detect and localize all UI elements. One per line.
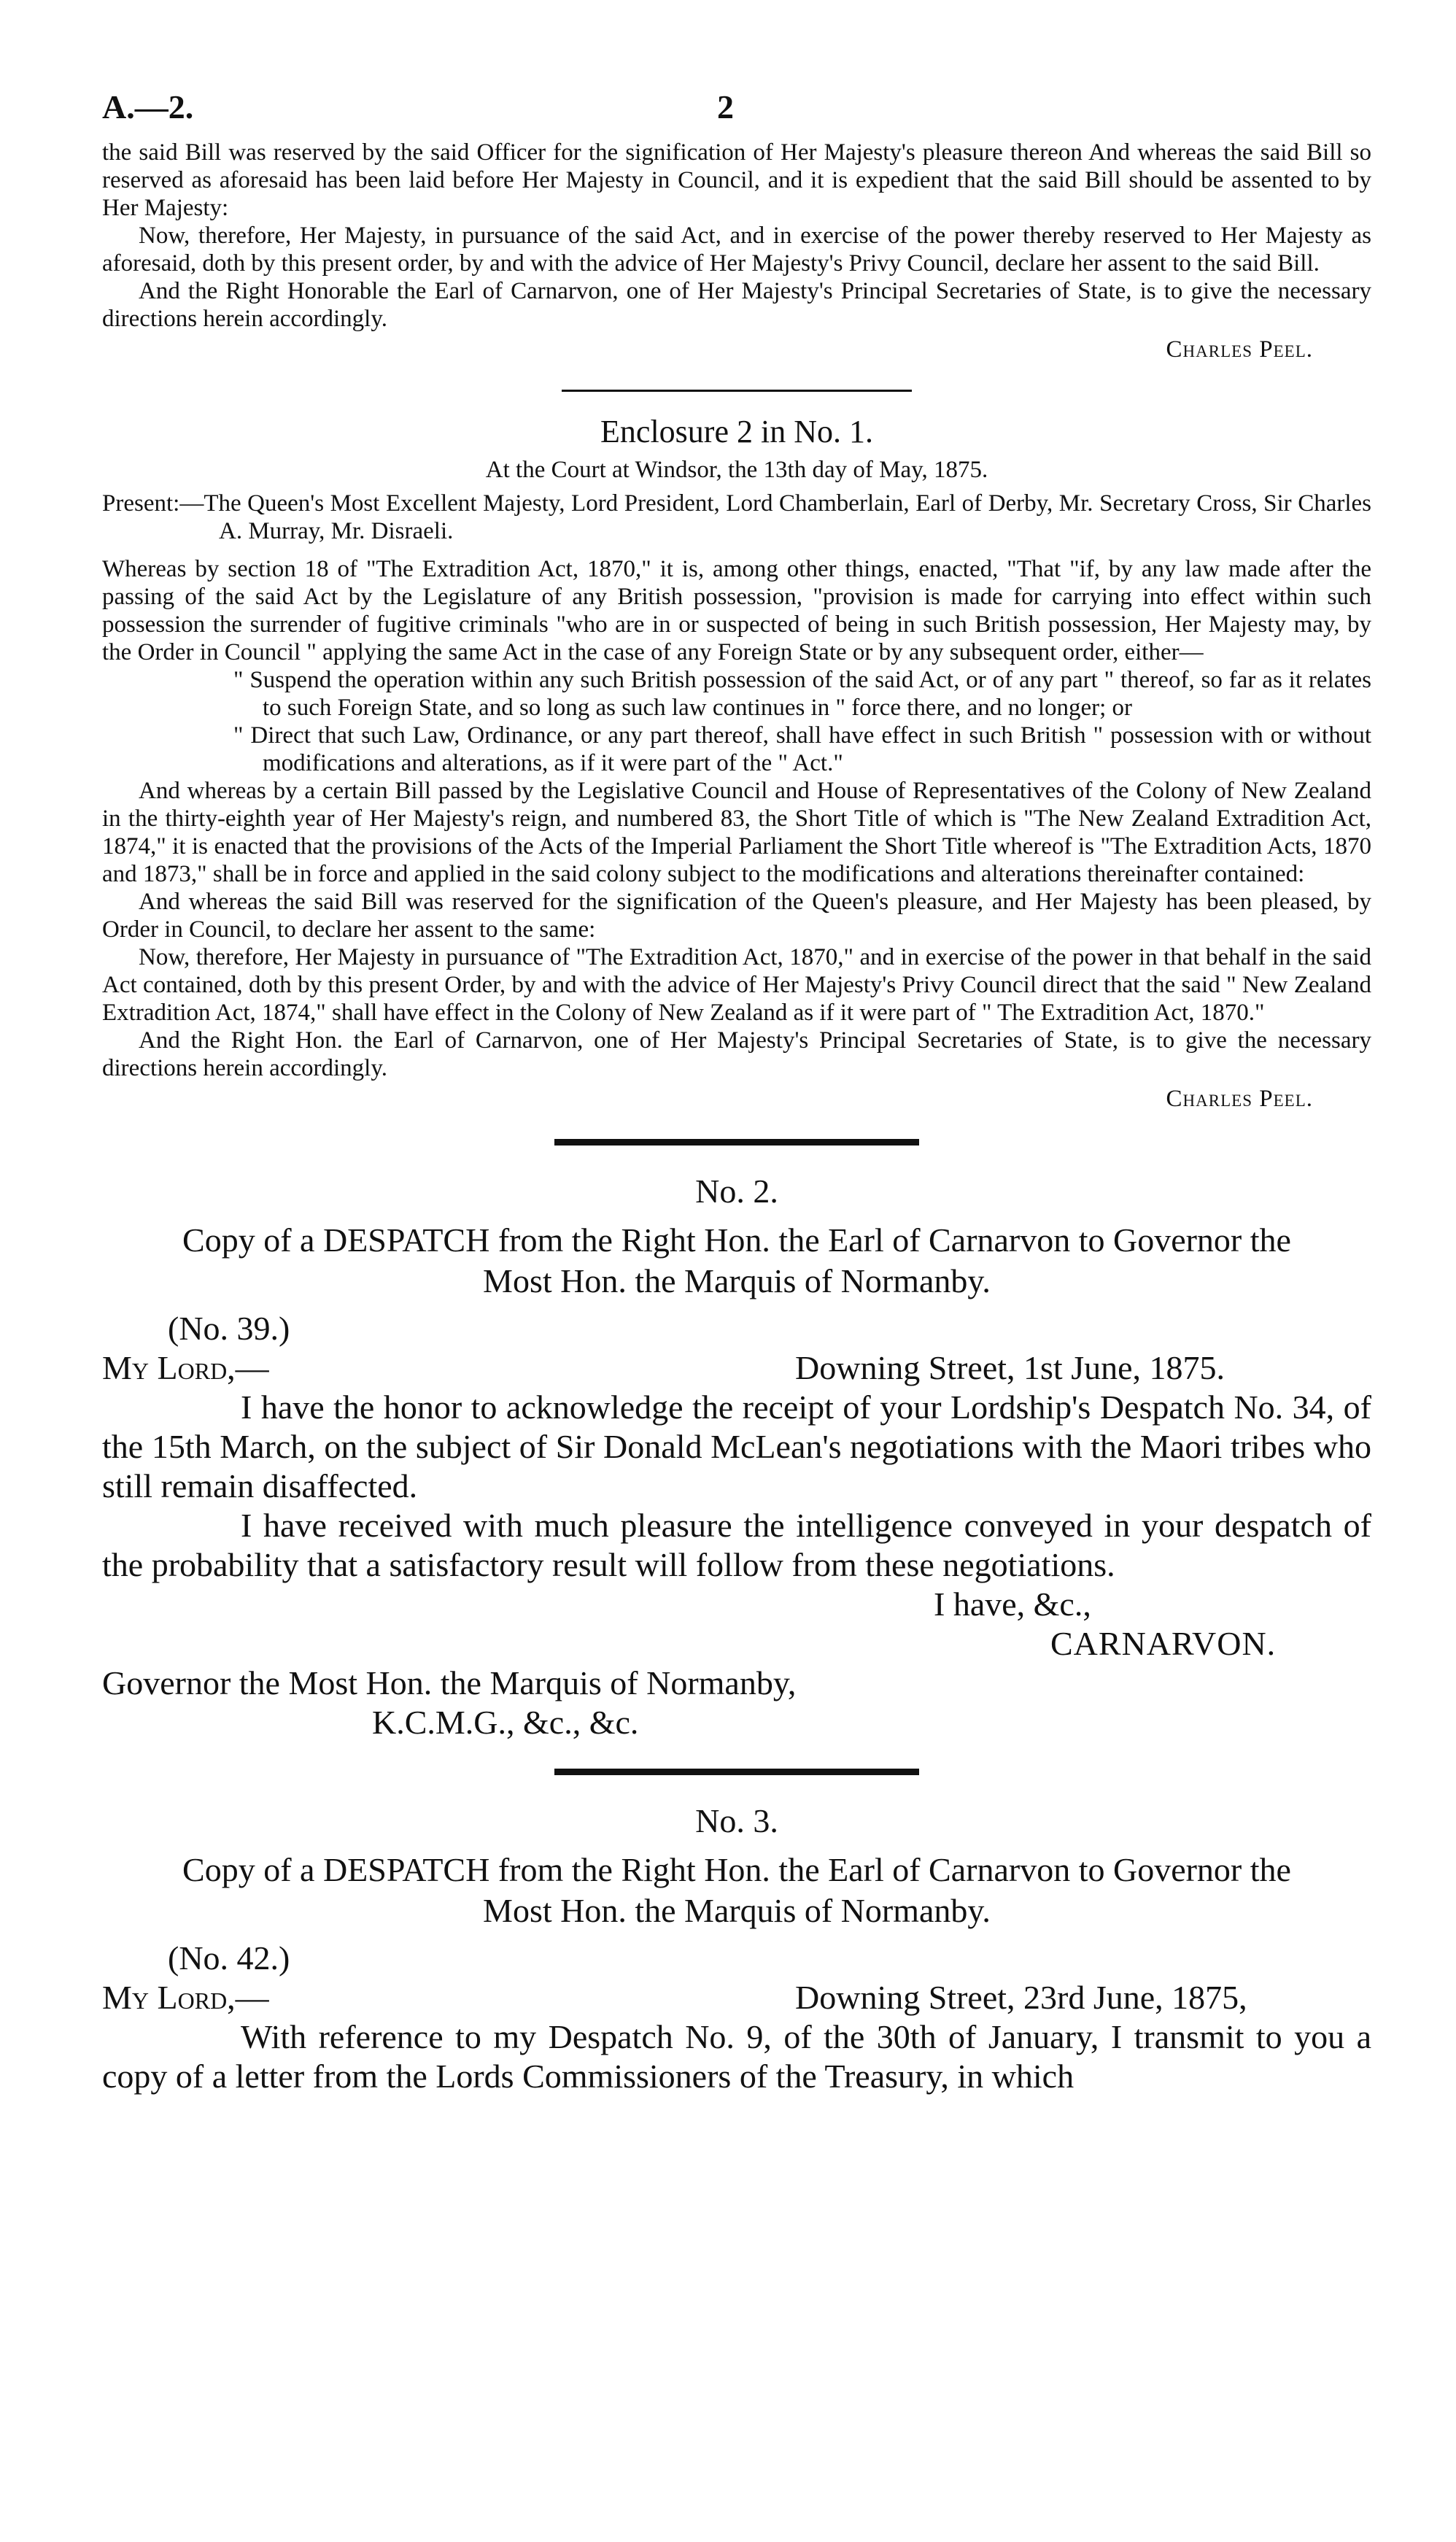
paragraph: Now, therefore, Her Majesty, in pursuance of the said Act, and in exercise of the power thereby reserved to Her Majesty as aforesaid, doth by this present order, by and with the advice of Her Majesty's Privy Council, declare her assent to the said Bill. bbox=[102, 223, 1371, 277]
paragraph: I have the honor to acknowledge the receipt of your Lordship's Despatch No. 34, of the 15th March, on the subject of Sir Donald McLean's negotiations with the Maori tribes who still remain disaffected. bbox=[102, 1388, 1371, 1504]
despatch-heading: Copy of a DESPATCH from the Right Hon. the Earl of Carnarvon to Governor the Most Hon. the Marquis of Normanby. bbox=[182, 1221, 1291, 1299]
signature: Charles Peel. bbox=[1166, 336, 1313, 363]
paragraph: the said Bill was reserved by the said Officer for the signification of Her Majesty's pleasure thereon And whereas the said Bill so reserved as aforesaid has been laid before Her Majesty in Council, and it is expedient that the said Bill should be assented to by Her Majesty: bbox=[102, 139, 1371, 221]
despatch-reference: (No. 39.) bbox=[168, 1310, 290, 1347]
quoted-clause: " Direct that such Law, Ordinance, or any part thereof, shall have effect in such British " possession with or without modifications and alterations, as if it were part of the " Act." bbox=[233, 722, 1371, 776]
addressee: Governor the Most Hon. the Marquis of Normanby, bbox=[102, 1664, 797, 1701]
page-header bbox=[102, 88, 1371, 139]
enclosure-1-continuation bbox=[102, 139, 1371, 363]
paragraph: And the Right Hon. the Earl of Carnarvon, one of Her Majesty's Principal Secretaries of State, is to give the necessary directions herein accordingly. bbox=[102, 1027, 1371, 1081]
closing: I have, &c., bbox=[934, 1585, 1091, 1623]
paragraph: And the Right Honorable the Earl of Carnarvon, one of Her Majesty's Principal Secretaries of State, is to give the necessary directions herein accordingly. bbox=[102, 278, 1371, 332]
court-line: At the Court at Windsor, the 13th day of May, 1875. bbox=[485, 457, 988, 483]
despatch-reference: (No. 42.) bbox=[168, 1939, 290, 1977]
quoted-clause: " Suspend the operation within any such British possession of the said Act, or of any part " thereof, so far as it relates to such Foreign State, and so long as such law continues in " force there, and no longer; or bbox=[233, 667, 1371, 721]
salutation: My Lord,— bbox=[102, 1349, 269, 1386]
present-list: Present:—The Queen's Most Excellent Majesty, Lord President, Lord Chamberlain, Earl of Derby, Mr. Secretary Cross, Sir Charles A. Murray, Mr. Disraeli. bbox=[102, 490, 1371, 544]
enclosure-title: Enclosure 2 in No. 1. bbox=[600, 414, 873, 449]
paragraph: I have received with much pleasure the intelligence conveyed in your despatch of the probability that a satisfactory result will follow from these negotiations. bbox=[102, 1507, 1371, 1583]
despatch-number: No. 3. bbox=[695, 1802, 778, 1839]
section-divider bbox=[562, 390, 912, 392]
enclosure-2 bbox=[102, 414, 1371, 1113]
paragraph: Now, therefore, Her Majesty in pursuance of "The Extradition Act, 1870," and in exercise of the power in that behalf in the said Act contained, doth by this present Order, by and with the advice of Her Majesty's Privy Council direct that the said " New Zealand Extradition Act, 1874," shall have effect in the Colony of New Zealand as if it were part of " The Extradition Act, 1870." bbox=[102, 944, 1371, 1026]
despatch-no-2 bbox=[102, 1172, 1371, 1742]
paragraph: And whereas the said Bill was reserved for the signification of the Queen's pleasure, and Her Majesty has been pleased, by Order in Council, to declare her assent to the same: bbox=[102, 889, 1371, 943]
place-date: Downing Street, 23rd June, 1875, bbox=[795, 1979, 1247, 2016]
document-reference: A.—2. bbox=[102, 88, 194, 125]
paragraph: And whereas by a certain Bill passed by the Legislative Council and House of Representatives of the Colony of New Zealand in the thirty-eighth year of Her Majesty's reign, and numbered 83, the Short Title of which is "The New Zealand Extradition Act, 1874," it is enacted that the provisions of the Acts of the Imperial Parliament the Short Title whereof is "The Extradition Acts, 1870 and 1873," shall be in force and applied in the said colony subject to the modifications and alterations thereinafter contained: bbox=[102, 778, 1371, 887]
section-divider bbox=[554, 1139, 919, 1146]
paragraph: Whereas by section 18 of "The Extradition Act, 1870," it is, among other things, enacted, "That "if, by any law made after the passing of the said Act by the Legislature of any British possession, "provision is made for carrying into effect within such possession the surrender of fugitive criminals "who are in or suspected of being in such British possession, Her Majesty may, by the Order in Council " applying the same Act in the case of any Foreign State or by any subsequent order, either— bbox=[102, 556, 1371, 665]
document-page bbox=[102, 88, 1371, 2096]
despatch-heading: Copy of a DESPATCH from the Right Hon. the Earl of Carnarvon to Governor the Most Hon. the Marquis of Normanby. bbox=[182, 1851, 1291, 1929]
paragraph: With reference to my Despatch No. 9, of the 30th of January, I transmit to you a copy of a letter from the Lords Commissioners of the Treasury, in which bbox=[102, 2018, 1371, 2095]
page-number: 2 bbox=[717, 88, 734, 125]
salutation-line bbox=[102, 1348, 1371, 1388]
salutation: My Lord,— bbox=[102, 1979, 269, 2016]
despatch-number: No. 2. bbox=[695, 1173, 778, 1210]
despatch-no-3 bbox=[102, 1801, 1371, 2096]
signature: Charles Peel. bbox=[1166, 1086, 1313, 1112]
signature: CARNARVON. bbox=[1050, 1625, 1277, 1662]
salutation-line bbox=[102, 1978, 1371, 2017]
section-divider bbox=[554, 1769, 919, 1775]
place-date: Downing Street, 1st June, 1875. bbox=[795, 1349, 1225, 1386]
addressee-honours: K.C.M.G., &c., &c. bbox=[372, 1704, 639, 1741]
